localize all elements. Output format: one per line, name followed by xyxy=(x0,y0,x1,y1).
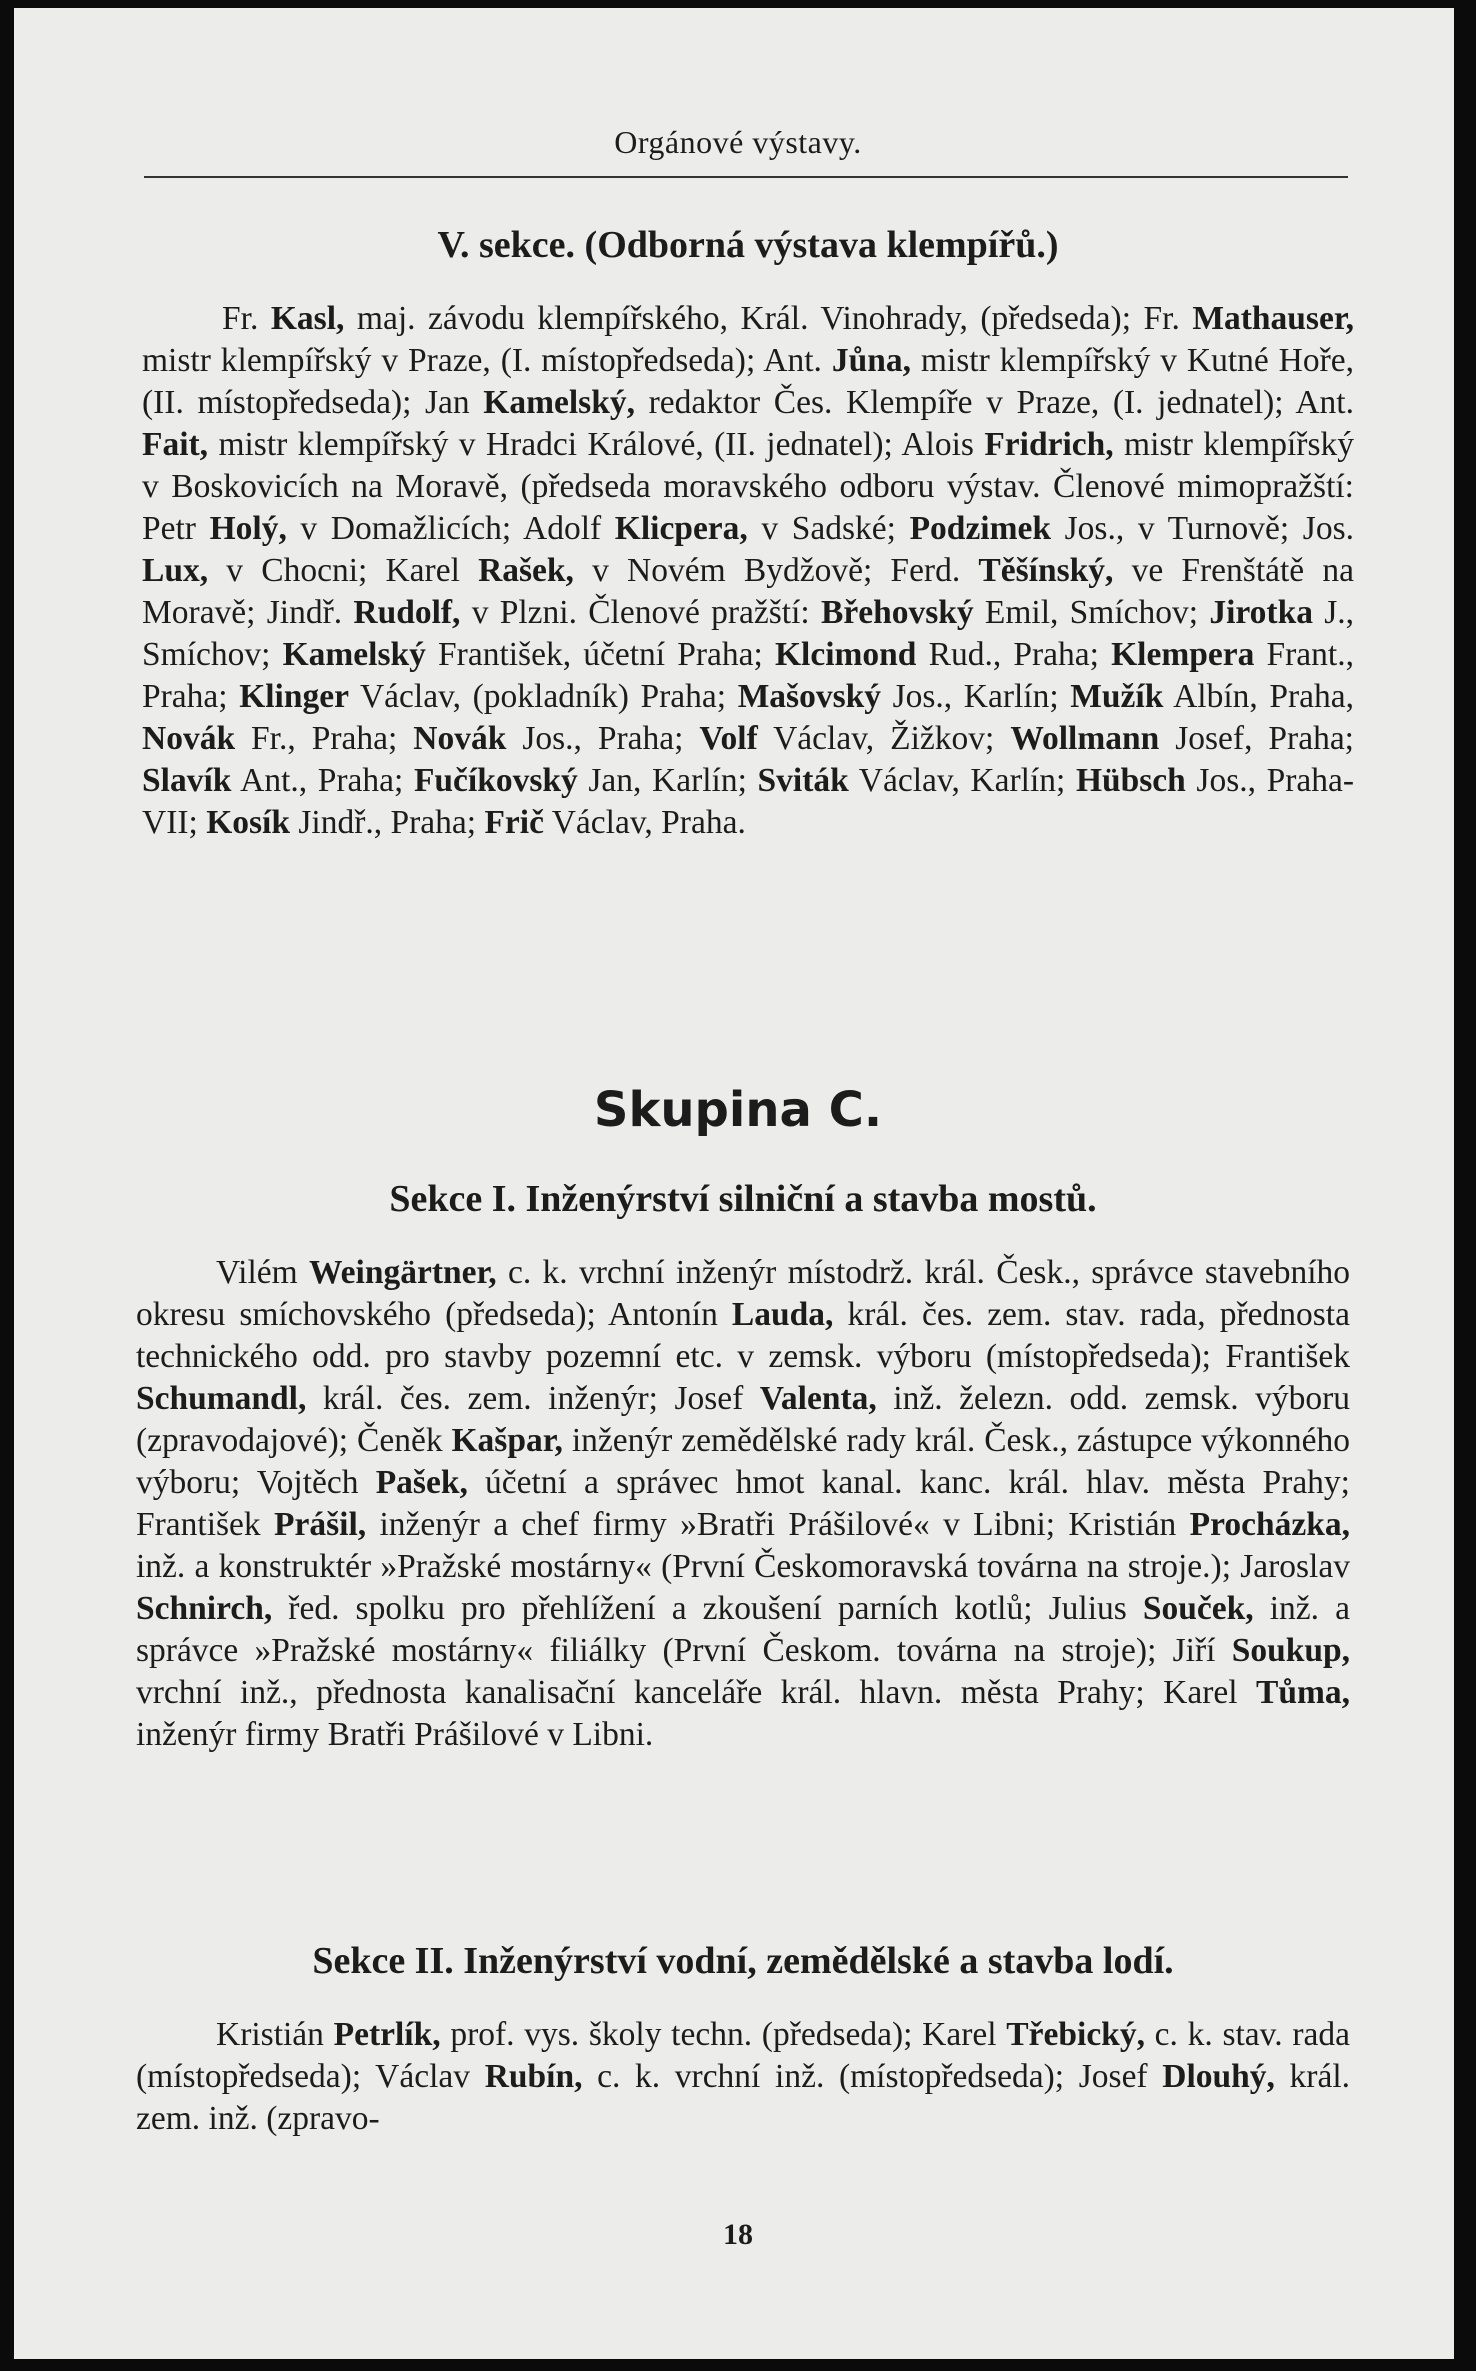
section-v-heading: V. sekce. (Odborná výstava klempířů.) xyxy=(437,224,1059,266)
person-name: Kašpar, xyxy=(451,1422,563,1459)
person-name: Wollmann xyxy=(1010,720,1160,757)
header-rule xyxy=(144,176,1348,178)
person-name: Dlouhý, xyxy=(1162,2058,1275,2095)
section-i xyxy=(136,1178,1350,1756)
section-i-heading: Sekce I. Inženýrství silniční a stavba mostů. xyxy=(389,1178,1097,1220)
page-number: 18 xyxy=(723,2218,753,2251)
person-name: Hübsch xyxy=(1075,762,1186,799)
section-ii xyxy=(136,1940,1350,2140)
person-name: Novák xyxy=(142,720,236,757)
running-head: Orgánové výstavy. xyxy=(614,124,862,160)
person-name: Mašovský xyxy=(737,678,882,715)
person-name: Rašek, xyxy=(478,552,574,589)
person-name: Fridrich, xyxy=(984,426,1114,463)
person-name: Těšínský, xyxy=(978,552,1114,589)
person-name: Frič xyxy=(484,804,544,841)
person-name: Fait, xyxy=(142,426,209,463)
person-name: Rubín, xyxy=(484,2058,583,2095)
person-name: Kosík xyxy=(206,804,290,841)
person-name: Novák xyxy=(413,720,507,757)
person-name: Holý, xyxy=(209,510,287,547)
person-name: Tůma, xyxy=(1255,1674,1350,1711)
group-title: Skupina C. xyxy=(593,1082,883,1138)
person-name: Třebický, xyxy=(1006,2016,1145,2053)
person-name: Jůna, xyxy=(831,342,911,379)
person-name: Kasl, xyxy=(270,300,345,337)
person-name: Prášil, xyxy=(274,1506,367,1543)
person-name: Pašek, xyxy=(375,1464,468,1501)
person-name: Valenta, xyxy=(759,1380,877,1417)
person-name: Mathauser, xyxy=(1192,300,1354,337)
person-name: Klempera xyxy=(1111,636,1255,673)
person-name: Sviták xyxy=(757,762,849,799)
section-ii-paragraph: Kristián Petrlík, prof. vys. školy techn. (předseda); Karel Třebický, c. k. stav. rada (místopředseda); Václav Rubín, c. k. vrchní inž. (místopředseda); Josef Dlouhý, král. zem. inž. (zpravo- xyxy=(136,2016,1350,2137)
person-name: Volf xyxy=(699,720,758,757)
person-name: Klicpera, xyxy=(614,510,748,547)
section-i-paragraph: Vilém Weingärtner, c. k. vrchní inženýr místodrž. král. Česk., správce stavebního okresu smíchovského (předseda); Antonín Lauda, král. čes. zem. stav. rada, přednosta technického odd. pro stavby pozemní etc. v zemsk. výboru (místopředseda); František Schumandl, král. čes. zem. inženýr; Josef Valenta, inž. železn. odd. zemsk. výboru (zpravodajové); Čeněk Kašpar, inženýr zemědělské rady král. Česk., zástupce výkonného výboru; Vojtěch Pašek, účetní a správec hmot kanal. kanc. král. hlav. města Prahy; František Prášil, inženýr a chef firmy »Bratři Prášilové« v Libni; Kristián Procházka, inž. a konstruktér »Pražské mostárny« (První Českomoravská továrna na stroje.); Jaroslav Schnirch, řed. spolku pro přehlížení a zkoušení parních kotlů; Julius Souček, inž. a správce »Pražské mostárny« filiálky (První Českom. továrna na stroje); Jiří Soukup, vrchní inž., přednosta kanalisační kanceláře král. hlavn. města Prahy; Karel Tůma, inženýr firmy Bratři Prášilové v Libni. xyxy=(136,1254,1351,1753)
person-name: Podzimek xyxy=(909,510,1052,547)
person-name: Kamelský xyxy=(282,636,426,673)
person-name: Petrlík, xyxy=(333,2016,441,2053)
person-name: Rudolf, xyxy=(353,594,461,631)
person-name: Klinger xyxy=(239,678,349,715)
person-name: Mužík xyxy=(1070,678,1164,715)
person-name: Souček, xyxy=(1142,1590,1254,1627)
person-name: Kamelský, xyxy=(483,384,635,421)
person-name: Lauda, xyxy=(731,1296,834,1333)
section-ii-heading: Sekce II. Inženýrství vodní, zemědělské a stavba lodí. xyxy=(312,1940,1174,1982)
person-name: Soukup, xyxy=(1231,1632,1350,1669)
section-v-paragraph: Fr. Kasl, maj. závodu klempířského, Král. Vinohrady, (předseda); Fr. Mathauser, mistr klempířský v Praze, (I. místopředseda); Ant. Jůna, mistr klempířský v Kutné Hoře, (II. místopředseda); Jan Kamelský, redaktor Čes. Klempíře v Praze, (I. jednatel); Ant. Fait, mistr klempířský v Hradci Králové, (II. jednatel); Alois Fridrich, mistr klempířský v Boskovicích na Moravě, (předseda moravského odboru výstav. Členové mimopražští: Petr Holý, v Domažlicích; Adolf Klicpera, v Sadské; Podzimek Jos., v Turnově; Jos. Lux, v Chocni; Karel Rašek, v Novém Bydžově; Ferd. Těšínský, ve Frenštátě na Moravě; Jindř. Rudolf, v Plzni. Členové pražští: Břehovský Emil, Smíchov; Jirotka J., Smíchov; Kamelský František, účetní Praha; Klcimond Rud., Praha; Klempera Frant., Praha; Klinger Václav, (pokladník) Praha; Mašovský Jos., Karlín; Mužík Albín, Praha, Novák Fr., Praha; Novák Jos., Praha; Volf Václav, Žižkov; Wollmann Josef, Praha; Slavík Ant., Praha; Fučíkovský Jan, Karlín; Sviták Václav, Karlín; Hübsch Jos., Praha-VII; Kosík Jindř., Praha; Frič Václav, Praha. xyxy=(142,300,1355,841)
person-name: Weingärtner, xyxy=(309,1254,497,1291)
person-name: Jirotka xyxy=(1209,594,1313,631)
person-name: Schumandl, xyxy=(136,1380,307,1417)
person-name: Břehovský xyxy=(820,594,974,631)
person-name: Fučíkovský xyxy=(413,762,578,799)
person-name: Procházka, xyxy=(1189,1506,1350,1543)
person-name: Schnirch, xyxy=(136,1590,273,1627)
person-name: Slavík xyxy=(142,762,232,799)
section-v xyxy=(142,224,1354,844)
person-name: Klcimond xyxy=(774,636,917,673)
person-name: Lux, xyxy=(142,552,209,589)
